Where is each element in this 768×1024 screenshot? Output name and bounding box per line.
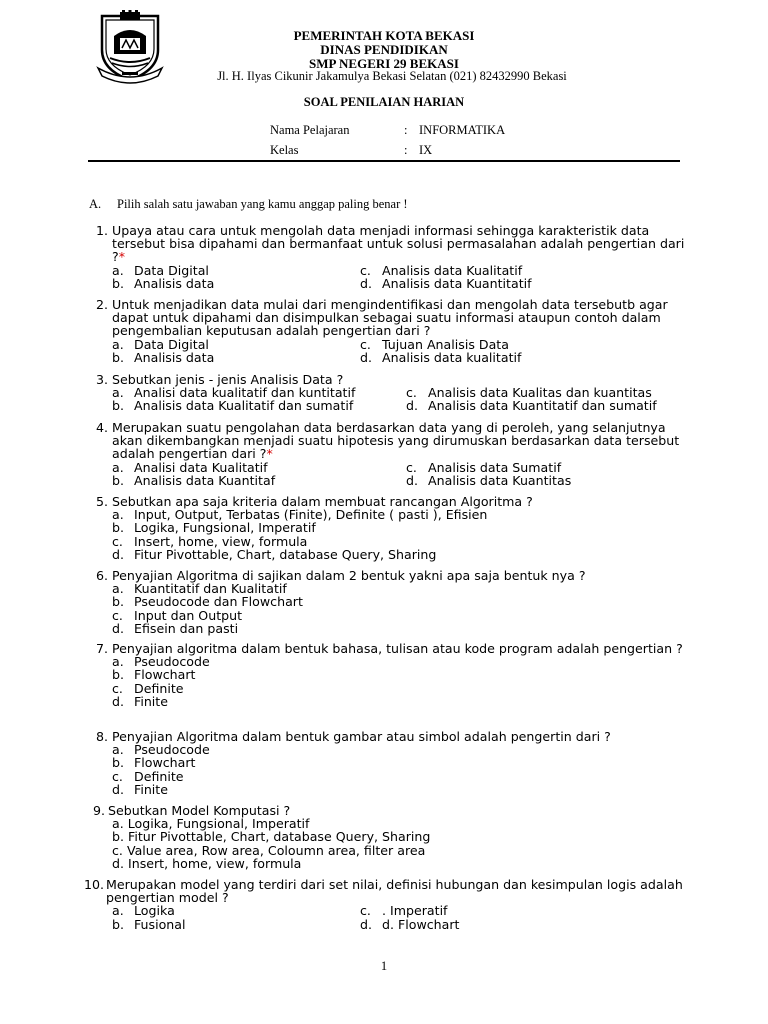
option-d: d. Finite — [112, 693, 168, 709]
question-9 — [88, 804, 688, 870]
option-a: a. Data Digital — [112, 336, 209, 352]
question-text: Merupakan model yang terdiri dari set nilai, definisi hubungan dan kesimpulan logis adalah pengertian model ? — [106, 877, 683, 906]
question-3 — [88, 373, 688, 413]
question-number: 5. — [95, 494, 108, 509]
question-number: 2. — [95, 297, 108, 312]
question-2 — [88, 298, 688, 364]
option-c: c. Definite — [112, 680, 184, 696]
question-text: Upaya atau cara untuk mengolah data menjadi informasi sehingga karakteristik data tersebut bisa dipahami dan bermanfaat untuk solusi permasalahan adalah pengertian dari ? — [112, 223, 685, 265]
option-b: b. Analisis data — [112, 275, 215, 291]
option-a: a. Logika — [112, 903, 175, 919]
question-number: 10. — [84, 877, 105, 892]
header-school-name: SMP NEGERI 29 BEKASI — [309, 56, 459, 71]
option-d: d. Insert, home, view, formula — [112, 855, 302, 871]
option-d: d. d. Flowchart — [360, 916, 460, 932]
header-government: PEMERINTAH KOTA BEKASI — [293, 28, 475, 43]
option-b: b. Analisis data Kuantitaf — [112, 472, 276, 488]
option-c: c. . Imperatif — [360, 903, 448, 919]
header-divider — [88, 160, 680, 162]
subject-value: INFORMATIKA — [419, 123, 506, 137]
question-number: 7. — [95, 641, 108, 656]
class-value: IX — [419, 143, 433, 157]
page-number: 1 — [380, 959, 388, 973]
question-number: 6. — [95, 568, 108, 583]
exam-title: SOAL PENILAIAN HARIAN — [303, 95, 465, 109]
option-b: b. Flowchart — [112, 755, 196, 771]
question-text: Sebutkan apa saja kriteria dalam membuat rancangan Algoritma ? — [112, 494, 533, 509]
question-number: 9. — [92, 803, 105, 818]
option-b: b. Analisis data Kualitatif dan sumatif — [112, 398, 354, 414]
option-a: a. Analisi data Kualitatif — [112, 459, 268, 475]
question-text: Sebutkan jenis - jenis Analisis Data ? — [112, 372, 344, 387]
question-10 — [84, 878, 684, 931]
question-number: 1. — [95, 223, 108, 238]
option-d: d. Efisein dan pasti — [112, 620, 239, 636]
option-b: b. Analisis data — [112, 349, 215, 365]
question-6 — [88, 569, 688, 635]
section-letter: A. — [89, 197, 102, 211]
question-number: 4. — [95, 420, 108, 435]
option-d: d. Analisis data Kuantitatif — [360, 275, 532, 291]
question-8 — [88, 730, 688, 796]
header-department: DINAS PENDIDIKAN — [320, 42, 448, 57]
option-a: a. Data Digital — [112, 262, 209, 278]
option-b: b. Fusional — [112, 916, 186, 932]
bekasi-city-emblem-icon — [96, 10, 164, 84]
option-d: d. Analisis data Kuantitas — [406, 472, 572, 488]
question-number: 8. — [95, 729, 108, 744]
question-text: Penyajian Algoritma dalam bentuk gambar atau simbol adalah pengertin dari ? — [112, 729, 611, 744]
option-b: b. Logika, Fungsional, Imperatif — [112, 520, 316, 536]
question-1 — [88, 224, 688, 290]
question-text: Penyajian Algoritma di sajikan dalam 2 bentuk yakni apa saja bentuk nya ? — [112, 568, 586, 583]
class-label: Kelas — [270, 143, 299, 157]
required-mark: * — [266, 446, 273, 462]
question-text: Merupakan suatu pengolahan data berdasarkan data yang di peroleh, yang selanjutnya akan dikembangkan menjadi suatu hipotesis yang dirumuskan berdasarkan data tersebut adalah pengertian dari ? — [112, 420, 680, 462]
option-a: a. Logika, Fungsional, Imperatif — [112, 816, 310, 832]
header-address: Jl. H. Ilyas Cikunir Jakamulya Bekasi Selatan (021) 82432990 Bekasi — [217, 69, 567, 83]
option-c: c. Analisis data Sumatif — [406, 459, 562, 475]
question-text: Sebutkan Model Komputasi ? — [108, 803, 291, 818]
option-a: a. Pseudocode — [112, 654, 210, 670]
required-mark: * — [118, 249, 125, 265]
option-c: c. Value area, Row area, Coloumn area, filter area — [112, 842, 426, 858]
option-d: d. Analisis data kualitatif — [360, 349, 522, 365]
question-5 — [88, 495, 688, 561]
option-b: b. Fitur Pivottable, Chart, database Query, Sharing — [112, 829, 431, 845]
subject-colon: : — [404, 123, 408, 137]
option-d: d. Finite — [112, 781, 168, 797]
subject-label: Nama Pelajaran — [270, 123, 350, 137]
option-a: a. Kuantitatif dan Kualitatif — [112, 581, 287, 597]
section-instruction-text: Pilih salah satu jawaban yang kamu anggap paling benar ! — [117, 197, 408, 211]
option-c: c. Insert, home, view, formula — [112, 533, 308, 549]
option-a: a. Analisi data kualitatif dan kuntitatif — [112, 385, 356, 401]
question-text: Untuk menjadikan data mulai dari mengindentifikasi dan mengolah data tersebutb agar dapat untuk dipahami dan disimpulkan sebagai suatu informasi ataupun contoh dalam pengembalian keputusan adalah pengertian dari ? — [112, 297, 668, 339]
option-c: c. Definite — [112, 768, 184, 784]
option-b: b. Flowchart — [112, 667, 196, 683]
question-4 — [88, 421, 688, 487]
question-number: 3. — [95, 372, 108, 387]
option-c: c. Analisis data Kualitas dan kuantitas — [406, 385, 652, 401]
option-d: d. Fitur Pivottable, Chart, database Query, Sharing — [112, 546, 437, 562]
option-a: a. Pseudocode — [112, 742, 210, 758]
option-c: c. Input dan Output — [112, 607, 243, 623]
question-7 — [88, 642, 688, 708]
option-c: c. Tujuan Analisis Data — [360, 336, 509, 352]
option-a: a. Input, Output, Terbatas (Finite), Definite ( pasti ), Efisien — [112, 507, 488, 523]
question-text: Penyajian algoritma dalam bentuk bahasa, tulisan atau kode program adalah pengertian ? — [112, 641, 683, 656]
option-c: c. Analisis data Kualitatif — [360, 262, 523, 278]
option-b: b. Pseudocode dan Flowchart — [112, 594, 303, 610]
option-d: d. Analisis data Kuantitatif dan sumatif — [406, 398, 657, 414]
class-colon: : — [404, 143, 408, 157]
